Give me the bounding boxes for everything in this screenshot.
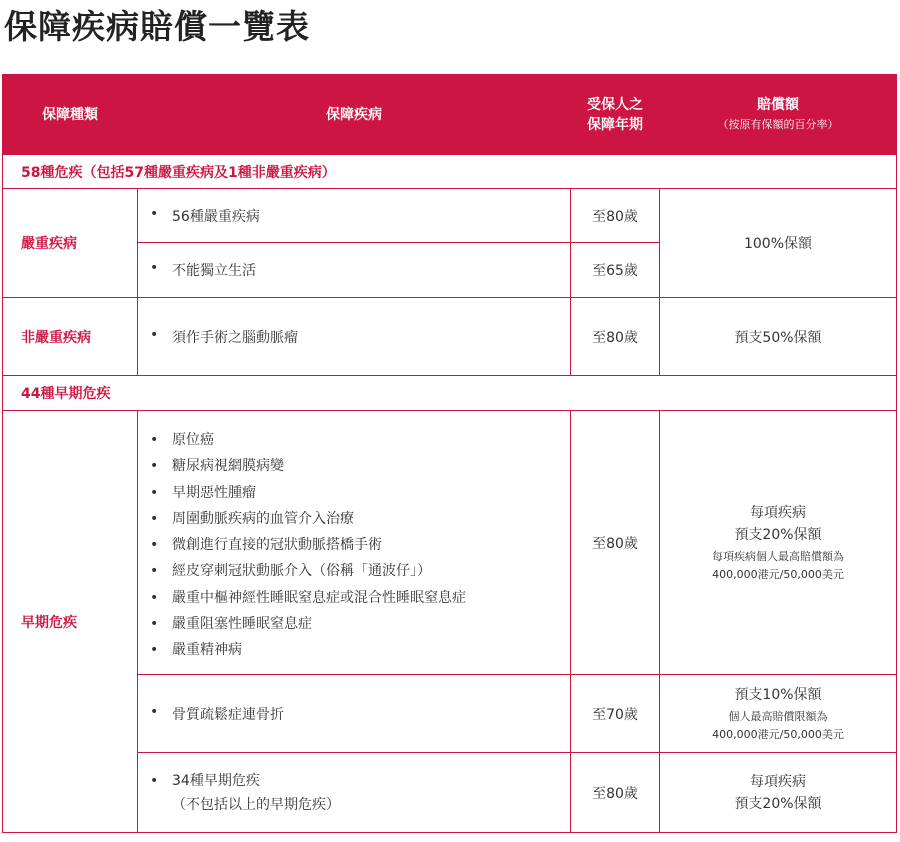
list-item: • 嚴重中樞神經性睡眠窒息症或混合性睡眠窒息症	[138, 585, 570, 611]
list-item: • 骨質疏鬆症連骨折	[138, 704, 570, 724]
age-cell: 至65歲	[571, 243, 660, 298]
disease-cell	[138, 675, 571, 753]
payout-line: 每項疾病	[750, 773, 806, 790]
list-item: • 微創進行直接的冠狀動脈搭橋手術	[138, 532, 570, 558]
table-row	[3, 411, 897, 675]
payout-cell	[660, 411, 897, 675]
table-header-row	[3, 75, 897, 155]
header-payout-label: 賠償額	[757, 96, 799, 113]
header-period: 受保人之 保障年期	[571, 75, 660, 155]
disease-cell	[138, 243, 571, 298]
payout-note-line: 個人最高賠償限額為	[728, 709, 828, 723]
payout-note	[660, 708, 896, 744]
payout-line: 預支10%保額	[734, 686, 822, 703]
list-item: • 須作手術之腦動脈瘤	[138, 327, 570, 347]
payout-line: 預支20%保額	[734, 526, 822, 543]
age-cell: 至80歲	[571, 189, 660, 243]
list-item: • 早期惡性腫瘤	[138, 480, 570, 506]
header-disease: 保障疾病	[138, 75, 571, 155]
payout-note-line: 400,000港元/50,000美元	[712, 727, 844, 741]
disease-cell	[138, 189, 571, 243]
payout-cell: 100%保額	[660, 189, 897, 298]
coverage-table	[2, 74, 897, 833]
payout-note-line: 每項疾病個人最高賠償額為	[712, 549, 844, 563]
payout-line: 每項疾病	[750, 504, 806, 521]
list-item: • 周圍動脈疾病的血管介入治療	[138, 506, 570, 532]
payout-cell	[660, 753, 897, 833]
table-row	[3, 675, 897, 753]
payout-note-line: 400,000港元/50,000美元	[712, 567, 844, 581]
list-item-text: 34種早期危疾	[172, 772, 260, 789]
disease-cell	[138, 753, 571, 833]
list-item: • 原位癌	[138, 427, 570, 453]
table-row	[3, 753, 897, 833]
header-payout	[660, 75, 897, 155]
table-row	[3, 189, 897, 243]
list-item-continuation: （不包括以上的早期危疾）	[172, 796, 340, 813]
section-row	[3, 155, 897, 189]
header-payout-note: （按原有保額的百分率）	[717, 117, 839, 131]
list-item: • 經皮穿刺冠狀動脈介入（俗稱「通波仔」）	[138, 558, 570, 584]
list-item: • 嚴重精神病	[138, 637, 570, 663]
category-non-severe: 非嚴重疾病	[3, 298, 138, 376]
payout-note	[660, 548, 896, 584]
category-early: 早期危疾	[3, 411, 138, 833]
age-cell: 至80歲	[571, 298, 660, 376]
list-item	[138, 769, 570, 817]
disease-cell	[138, 411, 571, 675]
payout-cell: 預支50%保額	[660, 298, 897, 376]
age-cell: 至80歲	[571, 411, 660, 675]
header-type: 保障種類	[3, 75, 138, 155]
list-item: • 56種嚴重疾病	[138, 206, 570, 226]
disease-cell	[138, 298, 571, 376]
payout-line: 預支20%保額	[734, 795, 822, 812]
section-44-title: 44種早期危疾	[3, 376, 897, 411]
list-item: • 不能獨立生活	[138, 260, 570, 280]
payout-cell	[660, 675, 897, 753]
section-58-title: 58種危疾（包括57種嚴重疾病及1種非嚴重疾病）	[3, 155, 897, 189]
list-item: • 糖尿病視網膜病變	[138, 453, 570, 479]
category-severe: 嚴重疾病	[3, 189, 138, 298]
page-title: 保障疾病賠償一覽表	[4, 7, 310, 46]
age-cell: 至80歲	[571, 753, 660, 833]
table-row	[3, 298, 897, 376]
age-cell: 至70歲	[571, 675, 660, 753]
list-item: • 嚴重阻塞性睡眠窒息症	[138, 611, 570, 637]
section-row	[3, 376, 897, 411]
